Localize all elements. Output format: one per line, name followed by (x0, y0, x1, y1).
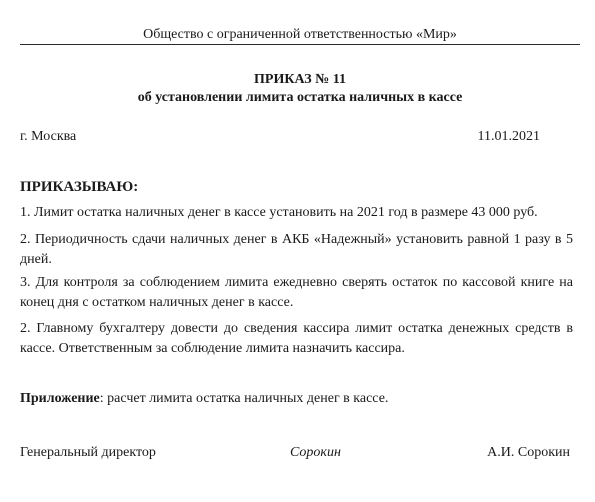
appendix-label: Приложение (20, 391, 100, 406)
order-subtitle: об установлении лимита остатка наличных в кассе (137, 90, 463, 105)
signatory-role: Генеральный директор (20, 445, 156, 460)
appendix (20, 390, 388, 408)
order-item: 2. Главному бухгалтеру довести до сведения кассира лимит остатка денежных средств в кассе. Ответственным за соблюдение лимита назначить кассира. (20, 321, 573, 356)
city: г. Москва (20, 129, 77, 144)
header-divider (20, 44, 580, 45)
order-date: 11.01.2021 (477, 129, 540, 144)
order-item: 3. Для контроля за соблюдением лимита ежедневно сверять остаток по кассовой книге на конец дня с остатком наличных денег в кассе. (20, 275, 573, 310)
appendix-text: : расчет лимита остатка наличных денег в кассе. (99, 391, 389, 406)
organization-name: Общество с ограниченной ответственностью «Мир» (143, 27, 457, 42)
signatory-name: А.И. Сорокин (487, 445, 570, 460)
order-item: 1. Лимит остатка наличных денег в кассе установить на 2021 год в размере 43 000 руб. (20, 205, 538, 220)
handwritten-signature: Сорокин (290, 445, 341, 460)
order-item: 2. Периодичность сдачи наличных денег в АКБ «Надежный» установить равной 1 разу в 5 дней. (20, 232, 573, 267)
order-title: ПРИКАЗ № 11 (254, 72, 346, 87)
order-heading: ПРИКАЗЫВАЮ: (20, 179, 139, 195)
